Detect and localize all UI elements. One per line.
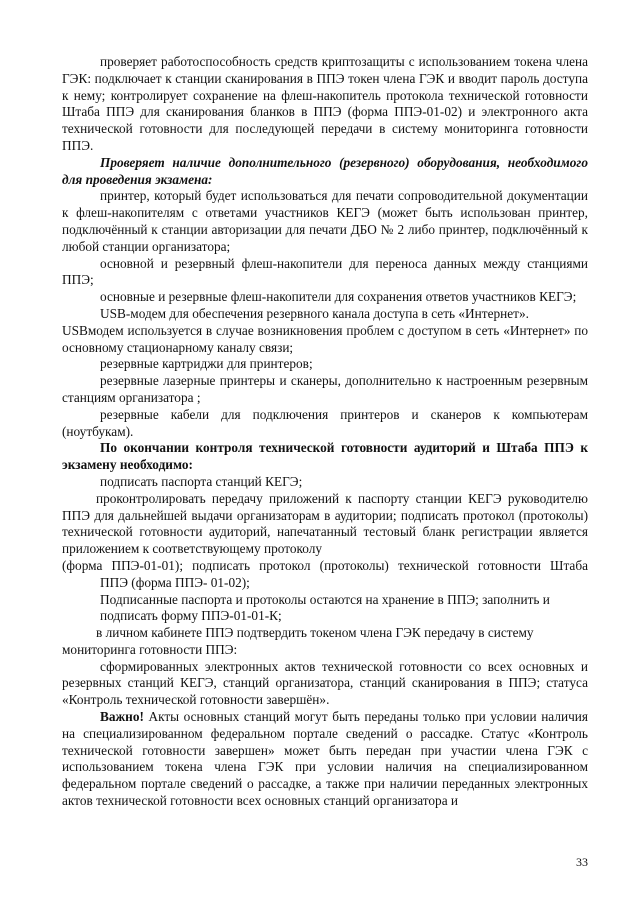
paragraph-reserve-printers: резервные лазерные принтеры и сканеры, дополнительно к настроенным резервным станциям организатора ; <box>62 373 588 405</box>
paragraph-form-01-01-k: подписать форму ППЭ-01-01-К; <box>100 608 282 624</box>
paragraph-form-01-02: ППЭ (форма ППЭ- 01-02); <box>100 574 250 590</box>
paragraph-signed-storage: Подписанные паспорта и протоколы остаются на хранение в ППЭ; заполнить и <box>100 591 550 607</box>
page-number: 33 <box>576 855 588 869</box>
paragraph-crypto-check: проверяет работоспособность средств криптозащиты с использованием токена члена ГЭК: подключает к станции сканирования в ППЭ токен члена ГЭК и вводит пароль доступа к нему; контролирует сохранение на флеш-накопитель протокола технической готовности Штаба ППЭ для сканирования бланков в ППЭ (форма ППЭ-01-02) и электронного акта технической готовности для последующей передачи в систему мониторинга готовности ППЭ. <box>62 54 588 153</box>
important-text: Акты основных станций могут быть переданы только при условии наличия на специализированном федеральном портале сведений о рассадке. Статус «Контроль технической готовности завершен» может быть передан при участии члена ГЭК с использованием токена члена ГЭК при условии наличия на специализированном федеральном портале сведений о рассадке, а также при наличии переданных электронных актов технической готовности всех основных станций организатора и <box>62 709 588 809</box>
heading-after-control: По окончании контроля технической готовности аудиторий и Штаба ППЭ к экзамену необходимо: <box>62 440 588 473</box>
paragraph-flash-answers: основные и резервные флеш-накопители для сохранения ответов участников КЕГЭ; <box>100 289 577 305</box>
paragraph-electronic-acts: сформированных электронных актов технической готовности со всех основных и резервных станций КЕГЭ, станций организатора, станций сканирования в ППЭ; статуса «Контроль технической готовности завершён». <box>62 658 588 708</box>
paragraph-flash-transfer: основной и резервный флеш-накопители для переноса данных между станциями ППЭ; <box>62 255 588 288</box>
document-page <box>62 54 588 810</box>
paragraph-cartridges: резервные картриджи для принтеров; <box>100 356 313 372</box>
paragraph-usb-modem: USB-модем для обеспечения резервного канала доступа в сеть «Интернет». <box>100 305 529 321</box>
paragraph-usb-modem-usage: USBмодем используется в случае возникновения проблем с доступом в сеть «Интернет» по основному стационарному каналу связи; <box>62 322 588 355</box>
important-label: Важно! <box>100 709 144 725</box>
heading-reserve-equipment: Проверяет наличие дополнительного (резервного) оборудования, необходимого для проведения экзамена: <box>62 154 588 187</box>
paragraph-form-01-01: (форма ППЭ-01-01); подписать протокол (протоколы) технической готовности Штаба <box>62 557 588 573</box>
paragraph-personal-cabinet: в личном кабинете ППЭ подтвердить токеном члена ГЭК передачу в систему <box>96 625 534 641</box>
paragraph-printer: принтер, который будет использоваться для печати сопроводительной документации к флеш-накопителям с ответами участников КЕГЭ (может быть использован принтер, подключённый к станции авторизации для печати ДБО № 2 либо принтер, подключённый к любой станции организатора; <box>62 188 588 254</box>
paragraph-important <box>62 709 588 810</box>
paragraph-sign-passports: подписать паспорта станций КЕГЭ; <box>100 473 303 489</box>
paragraph-control-transfer: проконтролировать передачу приложений к паспорту станции КЕГЭ руководителю ППЭ для дальнейшей выдачи организаторам в аудитории; подписать протокол (протоколы) технической готовности аудиторий, напечатанный тестовый бланк регистрации является приложением к соответствующему протоколу <box>62 490 588 557</box>
paragraph-reserve-cables: резервные кабели для подключения принтеров и сканеров к компьютерам (ноутбукам). <box>62 406 588 439</box>
paragraph-monitoring: мониторинга готовности ППЭ: <box>62 641 238 657</box>
